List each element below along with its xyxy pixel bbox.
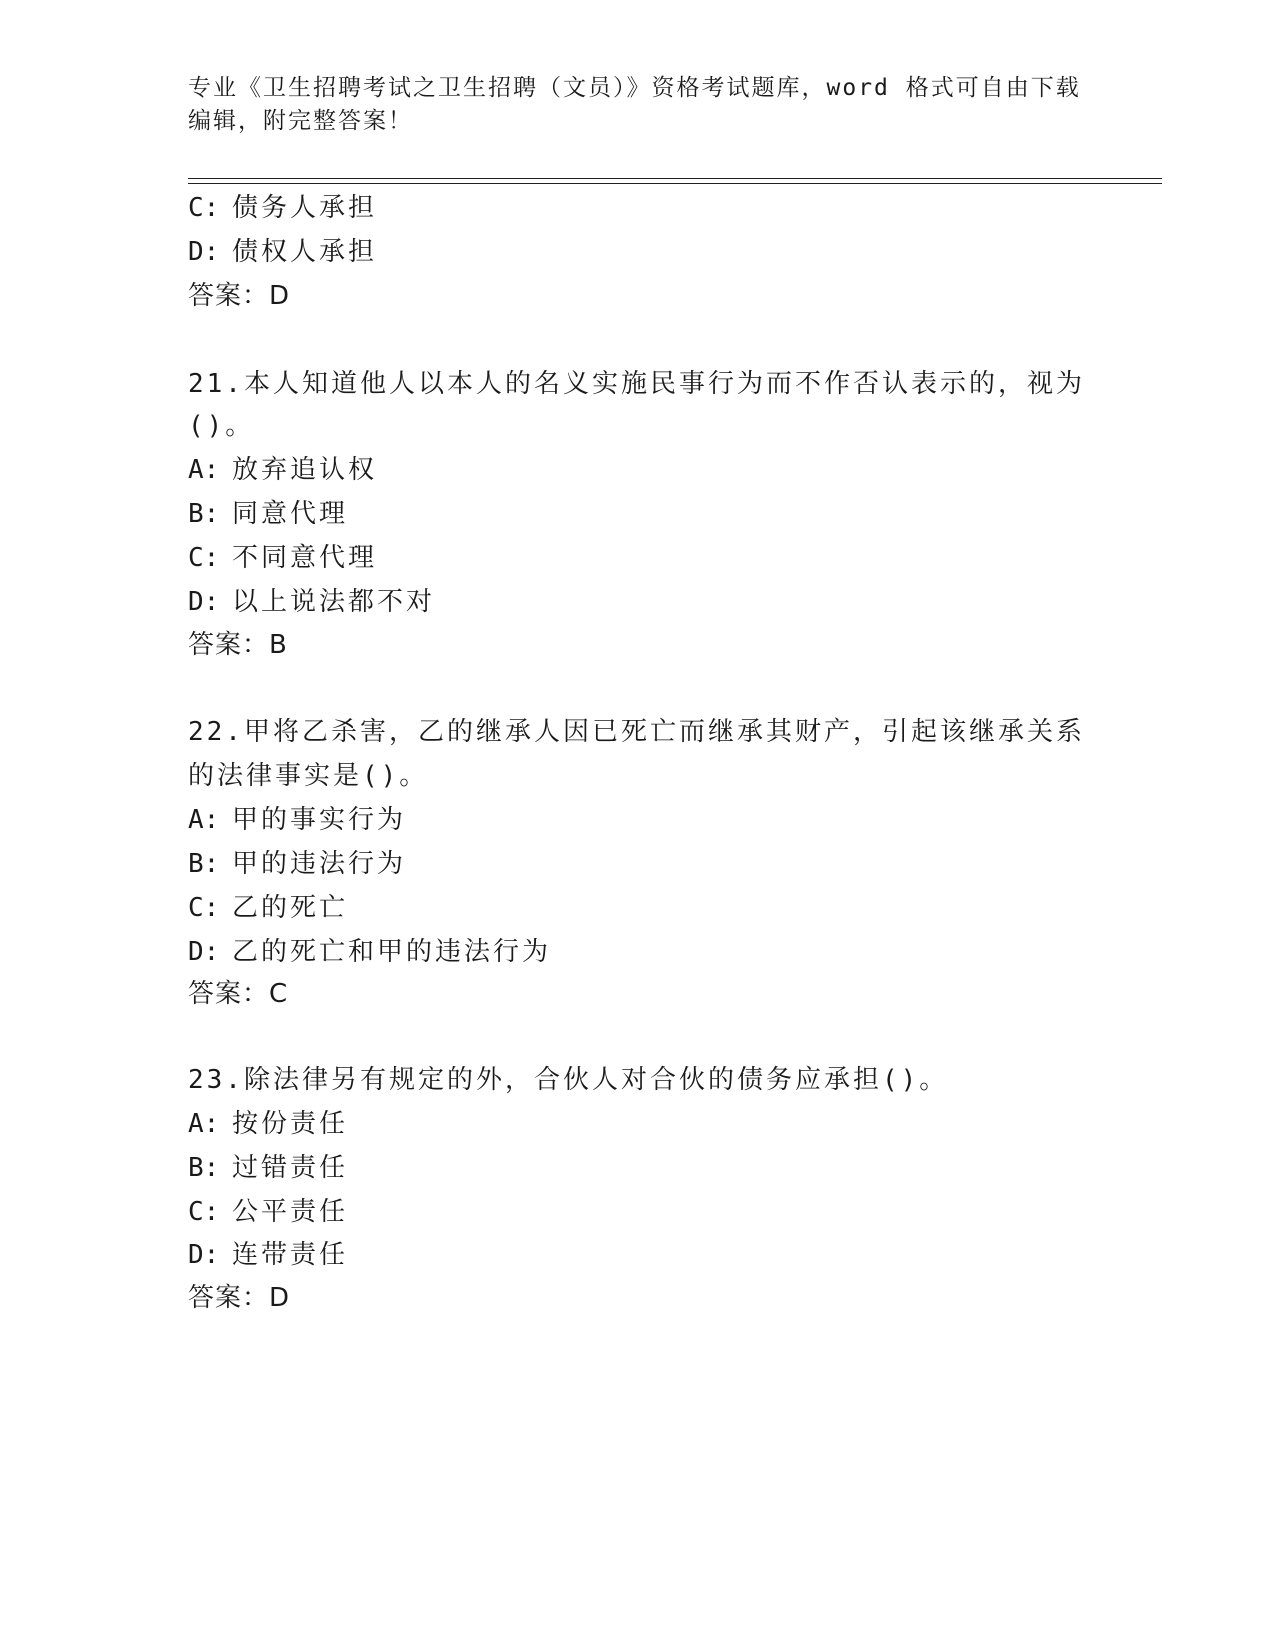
option-d <box>188 934 551 970</box>
option-label: D: <box>188 1240 220 1270</box>
option-d <box>188 1237 348 1273</box>
option-label: B: <box>188 1153 220 1183</box>
option-text: 甲的事实行为 <box>232 805 407 835</box>
option-label: A: <box>188 1109 220 1139</box>
question-stem: 23.除法律另有规定的外，合伙人对合伙的债务应承担()。 <box>188 1065 949 1095</box>
question-stem-continued: 的法律事实是()。 <box>188 761 429 791</box>
option-a <box>188 1106 348 1142</box>
option-label: C: <box>188 893 220 923</box>
option-label: A: <box>188 455 220 485</box>
option-c <box>188 1194 348 1230</box>
option-label: D: <box>188 587 220 617</box>
option-d <box>188 584 435 620</box>
option-label: B: <box>188 849 220 879</box>
option-label: D: <box>188 237 220 267</box>
option-text: 债务人承担 <box>232 193 378 223</box>
option-text: 债权人承担 <box>232 237 378 267</box>
answer: 答案：B <box>188 630 288 660</box>
document-header <box>188 72 1088 138</box>
option-label: B: <box>188 499 220 529</box>
option-text: 同意代理 <box>232 499 349 529</box>
question-stem: 22.甲将乙杀害，乙的继承人因已死亡而继承其财产，引起该继承关系 <box>188 717 1085 747</box>
option-label: C: <box>188 1197 220 1227</box>
option-text: 乙的死亡和甲的违法行为 <box>232 937 552 967</box>
option-text: 以上说法都不对 <box>232 587 436 617</box>
option-label: A: <box>188 805 220 835</box>
option-d <box>188 234 377 270</box>
option-label: D: <box>188 937 220 967</box>
option-text: 公平责任 <box>232 1197 349 1227</box>
answer: 答案：D <box>188 281 291 311</box>
option-text: 过错责任 <box>232 1153 349 1183</box>
answer: 答案：C <box>188 979 289 1009</box>
question-stem: 21.本人知道他人以本人的名义实施民事行为而不作否认表示的，视为 <box>188 369 1085 399</box>
option-text: 连带责任 <box>232 1240 349 1270</box>
answer: 答案：D <box>188 1283 291 1313</box>
option-c <box>188 190 377 226</box>
option-b <box>188 846 406 882</box>
option-label: C: <box>188 193 220 223</box>
option-b <box>188 496 348 532</box>
option-b <box>188 1150 348 1186</box>
option-text: 甲的违法行为 <box>232 849 407 879</box>
option-label: C: <box>188 543 220 573</box>
header-line-1: 专业《卫生招聘考试之卫生招聘（文员）》资格考试题库，word 格式可自由下载 <box>188 75 1081 101</box>
header-divider-bottom <box>188 183 1162 184</box>
header-divider-top <box>188 178 1162 179</box>
option-c <box>188 890 348 926</box>
header-line-2: 编辑，附完整答案！ <box>188 108 413 134</box>
option-text: 不同意代理 <box>232 543 378 573</box>
option-text: 乙的死亡 <box>232 893 349 923</box>
option-text: 按份责任 <box>232 1109 349 1139</box>
option-a <box>188 452 377 488</box>
question-stem-continued: ()。 <box>188 411 255 441</box>
option-a <box>188 802 406 838</box>
option-c <box>188 540 377 576</box>
option-text: 放弃追认权 <box>232 455 378 485</box>
